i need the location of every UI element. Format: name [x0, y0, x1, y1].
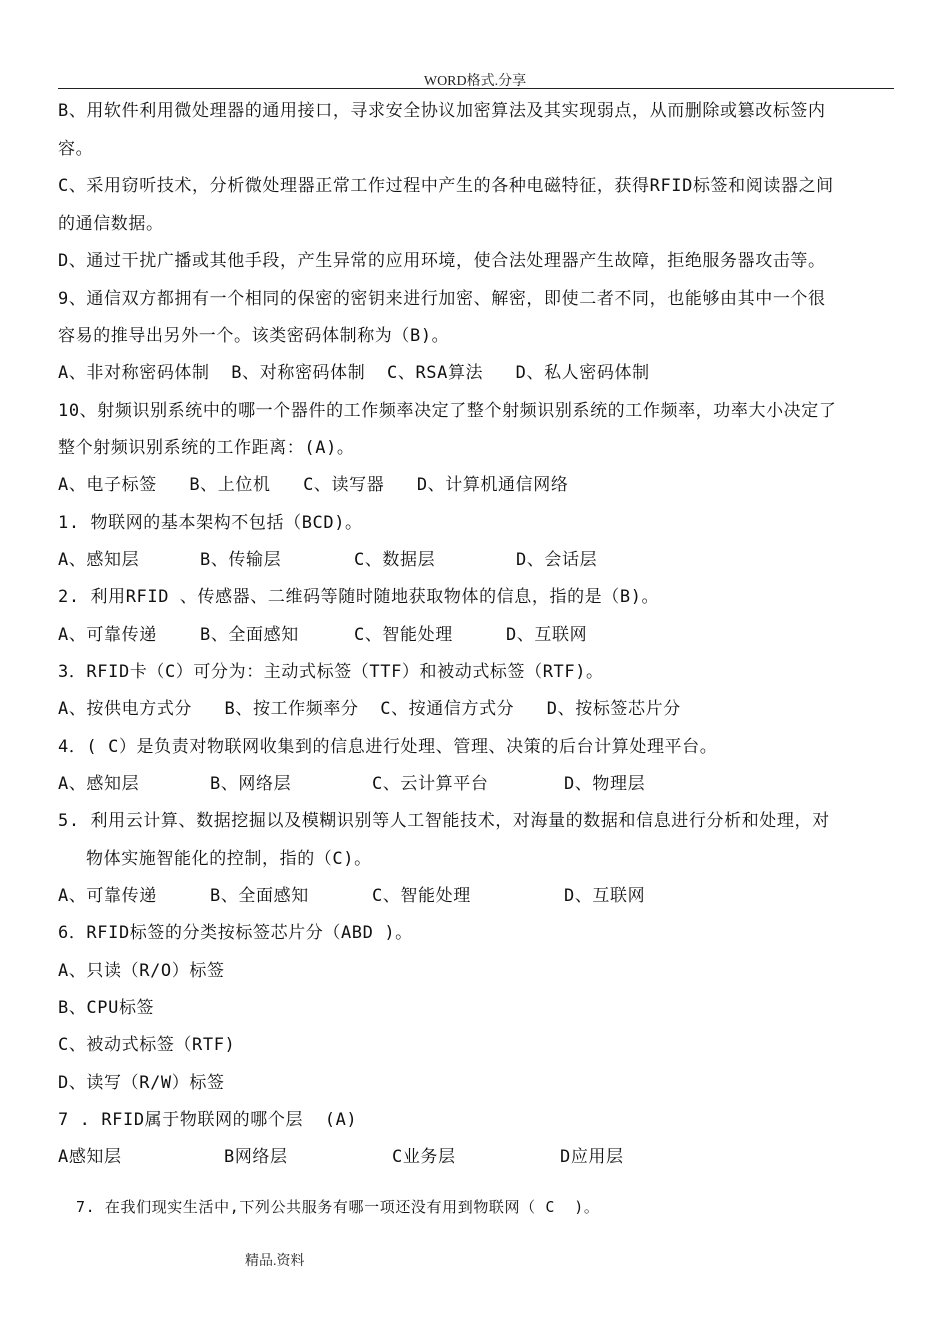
text-line: 整个射频识别系统的工作距离：(A)。 [58, 438, 355, 458]
text-line: 容。 [58, 139, 94, 159]
option-d: D、会话层 [516, 550, 598, 570]
options-q3: A、按供电方式分 B、按工作频率分 C、按通信方式分 D、按标签芯片分 [58, 699, 681, 719]
question-7b: 7. 在我们现实生活中,下列公共服务有哪一项还没有用到物联网（ C )。 [76, 1198, 600, 1216]
question-5: 5. 利用云计算、数据挖掘以及模糊识别等人工智能技术，对海量的数据和信息进行分析和处理，对 [58, 811, 830, 831]
question-10: 10、射频识别系统中的哪一个器件的工作频率决定了整个射频识别系统的工作频率，功率大小决定了 [58, 401, 837, 421]
option-b: B、全面感知 [210, 886, 309, 906]
option-a: A、感知层 [58, 550, 140, 570]
text-line: B、CPU标签 [58, 998, 155, 1018]
header-rule [58, 88, 894, 89]
question-6: 6．RFID标签的分类按标签芯片分（ABD )。 [58, 923, 413, 943]
page-footer: 精品.资料 [245, 1254, 305, 1269]
question-1: 1. 物联网的基本架构不包括（BCD)。 [58, 513, 363, 533]
option-a: A、可靠传递 [58, 625, 157, 645]
question-9: 9、通信双方都拥有一个相同的保密的密钥来进行加密、解密，即使二者不同，也能够由其中一个很 [58, 289, 826, 309]
option-c: C、智能处理 [372, 886, 471, 906]
page-header: WORD格式.分享 [423, 74, 527, 89]
text-line: D、读写（R/W）标签 [58, 1073, 225, 1093]
option-d: D应用层 [560, 1147, 624, 1167]
option-b: B、传输层 [200, 550, 282, 570]
option-a: A感知层 [58, 1147, 122, 1167]
question-2: 2. 利用RFID 、传感器、二维码等随时随地获取物体的信息，指的是（B)。 [58, 587, 660, 607]
option-b: B、网络层 [210, 774, 292, 794]
option-a: A、可靠传递 [58, 886, 157, 906]
option-d: D、互联网 [506, 625, 588, 645]
option-c: C、智能处理 [354, 625, 453, 645]
option-d: D、物理层 [564, 774, 646, 794]
text-line: 的通信数据。 [58, 214, 164, 234]
option-b: B、全面感知 [200, 625, 299, 645]
option-a: A、感知层 [58, 774, 140, 794]
text-line: B、用软件利用微处理器的通用接口，寻求安全协议加密算法及其实现弱点，从而删除或篡改标签内 [58, 101, 826, 121]
text-line: C、被动式标签（RTF) [58, 1035, 236, 1055]
text-line: C、采用窃听技术，分析微处理器正常工作过程中产生的各种电磁特征，获得RFID标签和阅读器之间 [58, 176, 834, 196]
question-7: 7 . RFID属于物联网的哪个层 (A) [58, 1110, 358, 1130]
text-line: 容易的推导出另外一个。该类密码体制称为（B)。 [58, 326, 450, 346]
text-line: A、只读（R/O）标签 [58, 961, 225, 981]
option-b: B网络层 [224, 1147, 288, 1167]
option-c: C业务层 [392, 1147, 456, 1167]
text-line: D、通过干扰广播或其他手段，产生异常的应用环境，使合法处理器产生故障，拒绝服务器攻击等。 [58, 251, 826, 271]
option-c: C、数据层 [354, 550, 436, 570]
option-c: C、云计算平台 [372, 774, 489, 794]
options-q9: A、非对称密码体制 B、对称密码体制 C、RSA算法 D、私人密码体制 [58, 363, 650, 383]
text-line: 物体实施智能化的控制，指的（C)。 [86, 849, 372, 869]
question-3: 3．RFID卡（C）可分为：主动式标签（TTF）和被动式标签（RTF)。 [58, 662, 604, 682]
option-d: D、互联网 [564, 886, 646, 906]
options-q10: A、电子标签 B、上位机 C、读写器 D、计算机通信网络 [58, 475, 569, 495]
question-4: 4．( C）是负责对物联网收集到的信息进行处理、管理、决策的后台计算处理平台。 [58, 737, 718, 757]
